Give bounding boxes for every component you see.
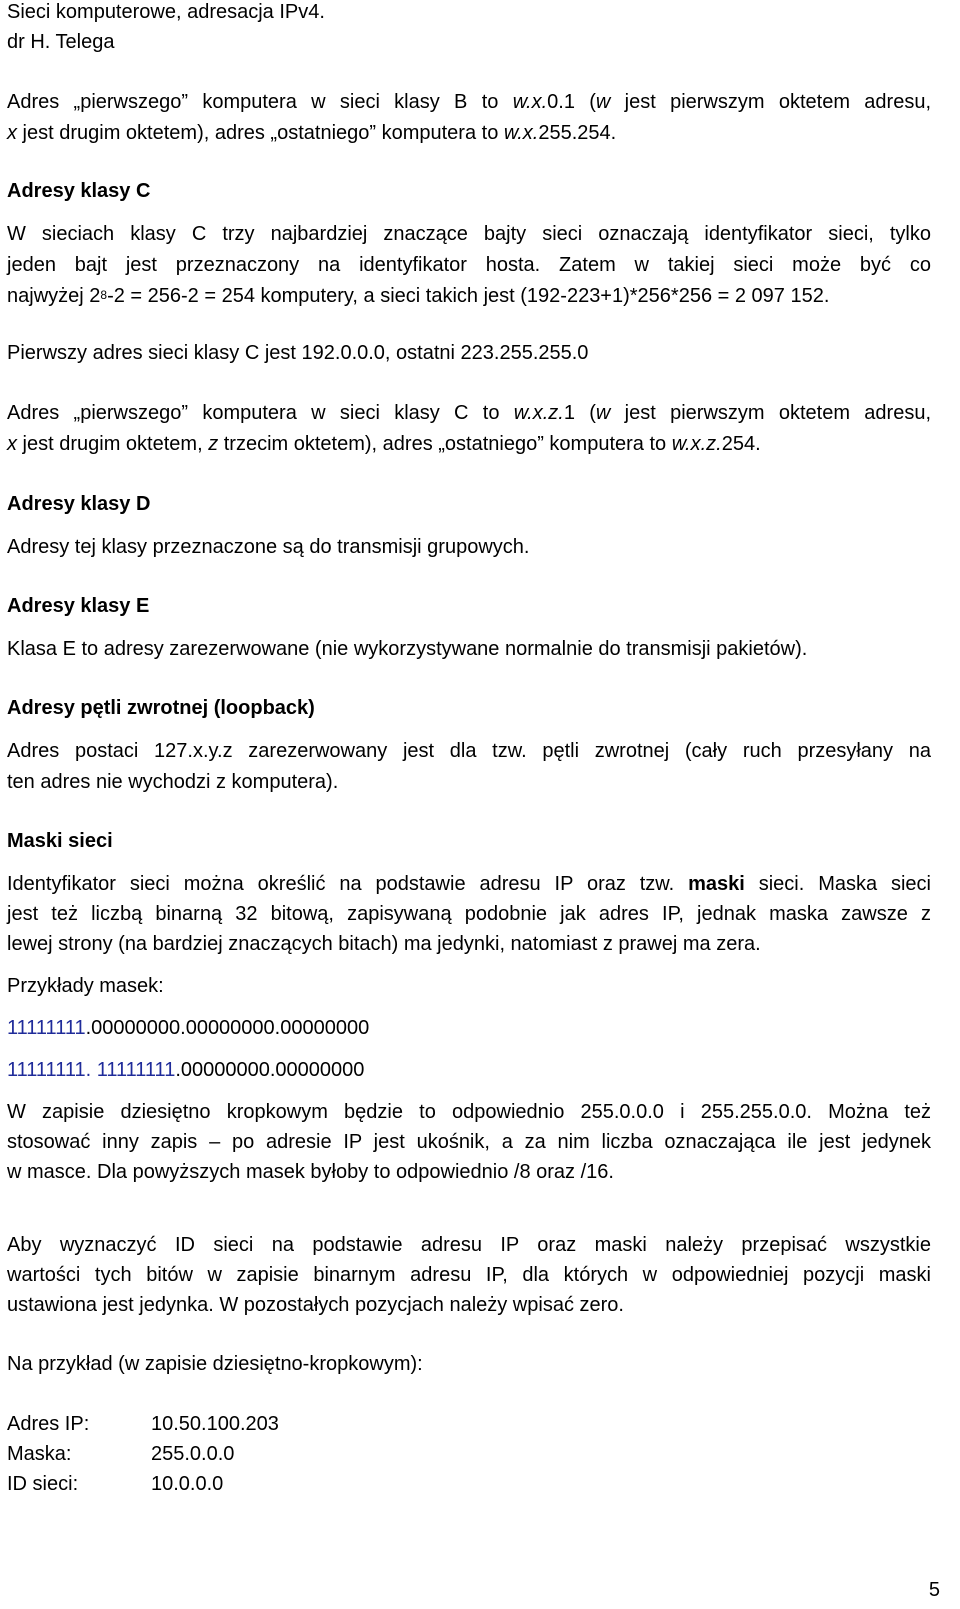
decimal-notation-line-1: W zapisie dziesiętno kropkowym będzie to odpowiednio 255.0.0.0 i 255.255.0.0. Można też [7, 1101, 931, 1123]
class-d-text: Adresy tej klasy przeznaczone są do transmisji grupowych. [7, 536, 530, 558]
decimal-notation-line-3: w masce. Dla powyższych masek byłoby to odpowiednio /8 oraz /16. [7, 1161, 614, 1183]
example-row-network-id: ID sieci: 10.0.0.0 [7, 1473, 224, 1495]
section-heading-class-d: Adresy klasy D [7, 493, 151, 515]
network-id-paragraph-line-1: Aby wyznaczyć ID sieci na podstawie adresu IP oraz maski należy przepisać wszystkie [7, 1234, 931, 1256]
network-id-paragraph-line-2: wartości tych bitów w zapisie binarnym adresu IP, dla których w odpowiedniej pozycji maski [7, 1264, 931, 1286]
document-title: Sieci komputerowe, adresacja IPv4. [7, 1, 325, 23]
masks-paragraph-line-2: jest też liczbą binarną 32 bitową, zapisywaną podobnie jak adres IP, jednak maska zawsze z [7, 903, 931, 925]
section-heading-masks: Maski sieci [7, 830, 113, 852]
class-c-range: Pierwszy adres sieci klasy C jest 192.0.0.0, ostatni 223.255.255.0 [7, 342, 589, 364]
section-heading-loopback: Adresy pętli zwrotnej (loopback) [7, 697, 315, 719]
decimal-notation-line-2: stosować inny zapis – po adresie IP jest ukośnik, a za nim liczba oznaczająca ile jest jedynek [7, 1131, 931, 1153]
class-e-text: Klasa E to adresy zarezerwowane (nie wykorzystywane normalnie do transmisji pakietów). [7, 638, 808, 660]
loopback-text-line-2: ten adres nie wychodzi z komputera). [7, 771, 339, 793]
class-c-paragraph-line-1: W sieciach klasy C trzy najbardziej znaczące bajty sieci oznaczają identyfikator sieci, tylko [7, 223, 931, 245]
mask-example-1: 11111111.00000000.00000000.00000000 [7, 1017, 370, 1039]
section-heading-class-e: Adresy klasy E [7, 595, 150, 617]
class-b-paragraph-line-2: x jest drugim oktetem), adres „ostatniego” komputera to w.x.255.254. [7, 122, 617, 144]
masks-paragraph-line-3: lewej strony (na bardziej znaczących bitach) ma jedynki, natomiast z prawej ma zera. [7, 933, 761, 955]
class-c-paragraph-line-3: najwyżej $2^8-2 = 256-2 = 254$ komputery, a sieci takich jest (192-223+1)*256*256 = 2 097 152. [7, 285, 830, 307]
exponent: 8 [100, 288, 108, 302]
page-number: 5 [928, 1579, 940, 1601]
document-author: dr H. Telega [7, 31, 115, 53]
loopback-text-line-1: Adres postaci 127.x.y.z zarezerwowany jest dla tzw. pętli zwrotnej (cały ruch przesyłany na [7, 740, 931, 762]
masks-paragraph-line-1: Identyfikator sieci można określić na podstawie adresu IP oraz tzw. maski sieci. Maska sieci [7, 873, 932, 895]
mask-examples-label: Przykłady masek: [7, 975, 164, 997]
example-row-ip: Adres IP: 10.50.100.203 [7, 1413, 279, 1435]
example-row-mask: Maska: 255.0.0.0 [7, 1443, 235, 1465]
class-c-paragraph-line-2: jeden bajt jest przeznaczony na identyfikator hosta. Zatem w takiej sieci może być co [7, 254, 931, 276]
class-c-host-line-1: Adres „pierwszego” komputera w sieci klasy C to w.x.z.1 (w jest pierwszym oktetem adresu, [7, 402, 931, 424]
class-c-host-line-2: x jest drugim oktetem, z trzecim oktetem), adres „ostatniego” komputera to w.x.z.254. [7, 433, 761, 455]
example-intro: Na przykład (w zapisie dziesiętno-kropkowym): [7, 1353, 423, 1375]
mask-example-2: 11111111. 11111111.00000000.00000000 [7, 1059, 365, 1081]
section-heading-class-c: Adresy klasy C [7, 180, 151, 202]
class-b-paragraph-line-1: Adres „pierwszego” komputera w sieci klasy B to w.x.0.1 (w jest pierwszym oktetem adresu, [7, 91, 931, 113]
network-id-paragraph-line-3: ustawiona jest jedynka. W pozostałych pozycjach należy wpisać zero. [7, 1294, 624, 1316]
